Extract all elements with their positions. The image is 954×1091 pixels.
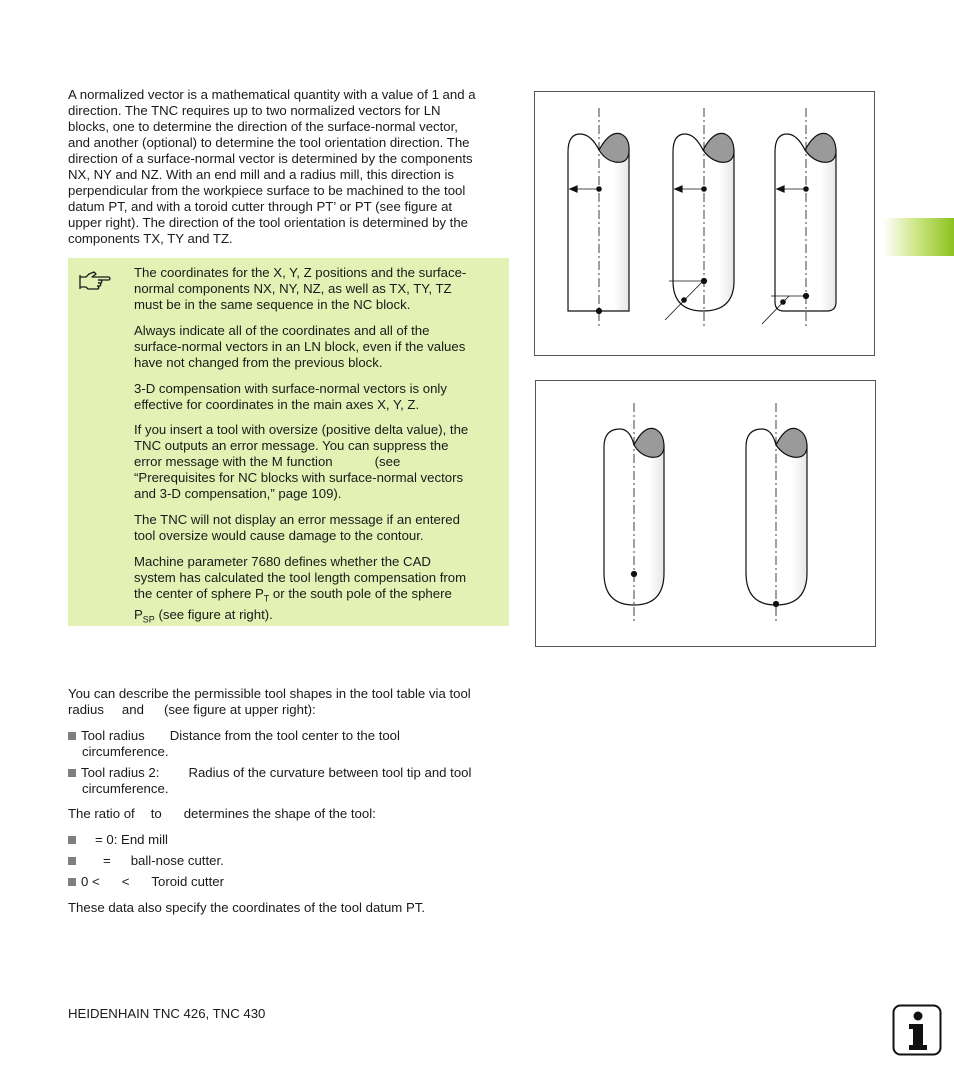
bullet-icon <box>68 878 76 886</box>
ball-nose-tool <box>665 108 734 328</box>
list-item-end-mill: = 0: End mill <box>68 832 518 848</box>
note-box <box>68 258 509 626</box>
chapter-tab[interactable] <box>883 218 954 256</box>
list-item-tool-radius-2: Tool radius 2: Radius of the curvature between tool tip and tool circumference. <box>68 765 518 797</box>
note-paragraph-2: Always indicate all of the coordinates and all of the surface-normal vectors in an LN block, even if the values have not changed from the previous block. <box>134 323 466 370</box>
bullet-icon <box>68 732 76 740</box>
intro-line: direction. The TNC requires up to two normalized vectors for LN <box>68 103 441 118</box>
note-paragraph-4: If you insert a tool with oversize (positive delta value), the TNC outputs an error message. You can suppress the error message with the M function (see “Prerequisites for NC blocks with surface-normal vectors and 3-D compensation,” page 109). <box>134 422 469 501</box>
intro-paragraph <box>68 87 512 247</box>
intro-line: blocks, one to determine the direction of the surface-normal vector, <box>68 119 458 134</box>
sphere-reference-diagram <box>536 381 875 646</box>
note-paragraph-5: The TNC will not display an error message if an entered tool oversize would cause damage to the contour. <box>134 512 460 543</box>
note-paragraph-1: The coordinates for the X, Y, Z positions and the surface- normal components NX, NY, NZ, as well as TX, TY, TZ must be in the same sequence in the NC block. <box>134 265 467 312</box>
intro-line: direction of a surface-normal vector is determined by the components <box>68 151 473 166</box>
intro-line: A normalized vector is a mathematical quantity with a value of 1 and a <box>68 87 476 102</box>
intro-line: datum PT, and with a toroid cutter through PT’ or PT (see figure at <box>68 199 453 214</box>
closing-text: These data also specify the coordinates of the tool datum PT. <box>68 900 426 915</box>
footer-text: HEIDENHAIN TNC 426, TNC 430 <box>68 1006 266 1021</box>
tool-shapes-figure <box>534 91 875 356</box>
info-icon[interactable] <box>892 1004 942 1056</box>
note-paragraph-3: 3-D compensation with surface-normal vectors is only effective for coordinates in the main axes X, Y, Z. <box>134 381 447 412</box>
intro-line: and another (optional) to determine the tool orientation direction. The <box>68 135 470 150</box>
intro-line: components TX, TY and TZ. <box>68 231 233 246</box>
pointing-hand-icon <box>78 268 112 292</box>
note-paragraph-6: Machine parameter 7680 defines whether the CAD system has calculated the tool length compensation from the center of sphere $P_T$ or the south pole of the sphere $P_{SP}$ (see figure at right). <box>134 554 467 625</box>
list-item-tool-radius: Tool radius Distance from the tool center to the tool circumference. <box>68 728 518 760</box>
intro-line: perpendicular from the workpiece surface to be machined to the tool <box>68 183 466 198</box>
bullet-icon <box>68 769 76 777</box>
intro-line: upper right). The direction of the tool orientation is determined by the <box>68 215 469 230</box>
sphere-reference-figure <box>535 380 876 647</box>
shapes-intro: You can describe the permissible tool shapes in the tool table via tool radius and (see figure at upper right): <box>68 686 471 717</box>
list-item-ball-nose: = ball-nose cutter. <box>68 853 518 869</box>
tool-shapes-diagram <box>535 92 874 355</box>
end-mill-tool <box>568 108 629 328</box>
ratio-text: The ratio of to determines the shape of the tool: <box>68 806 376 821</box>
intro-line: NX, NY and NZ. With an end mill and a radius mill, this direction is <box>68 167 455 182</box>
toroid-cutter-tool <box>762 108 836 328</box>
bullet-icon <box>68 857 76 865</box>
bullet-icon <box>68 836 76 844</box>
tool-south-pole <box>746 403 807 623</box>
tool-center-of-sphere <box>604 403 664 623</box>
list-item-toroid: 0 < < Toroid cutter <box>68 874 518 890</box>
